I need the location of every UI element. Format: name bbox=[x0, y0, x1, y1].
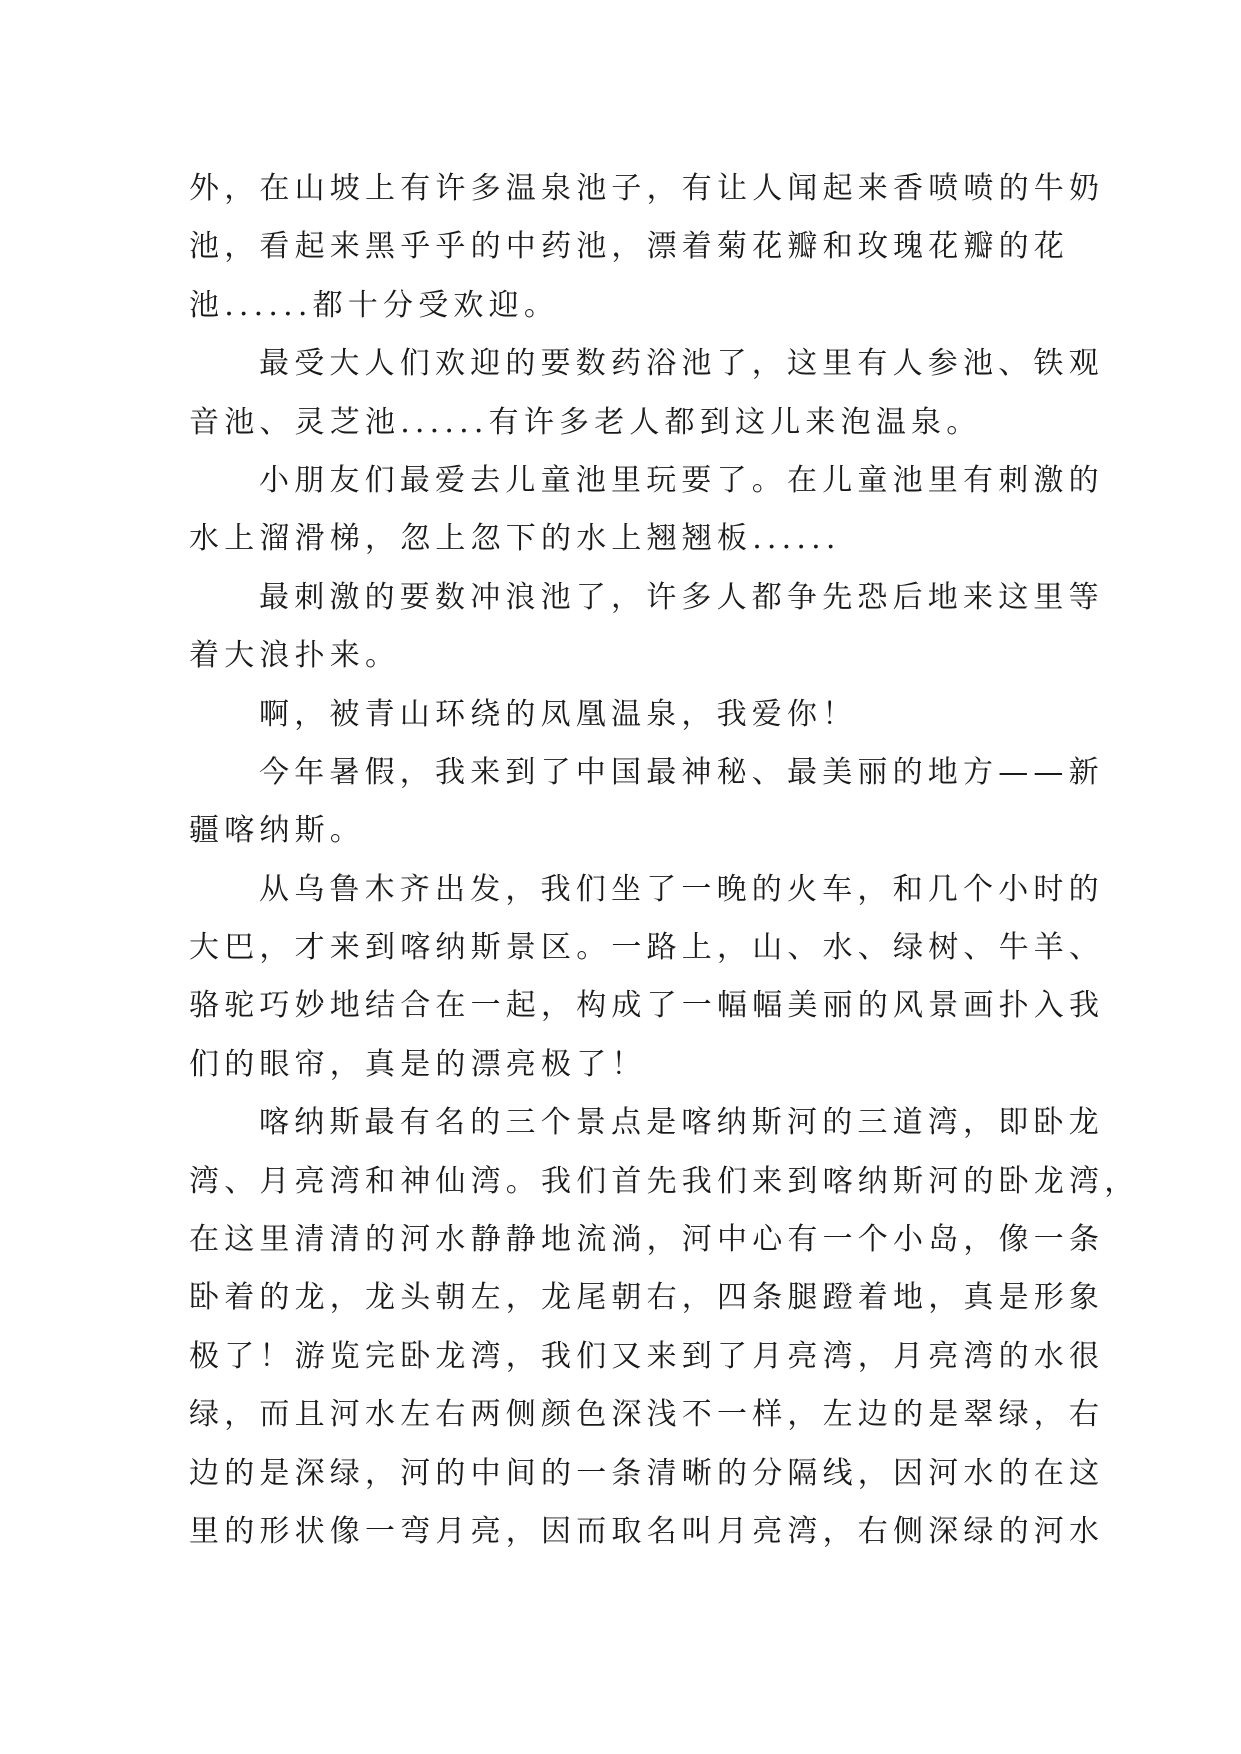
text-line: 湾、月亮湾和神仙湾。我们首先我们来到喀纳斯河的卧龙湾， bbox=[189, 1163, 1140, 1199]
text-line: 里的形状像一弯月亮，因而取名叫月亮湾，右侧深绿的河水 bbox=[189, 1513, 1105, 1549]
text-line: 外，在山坡上有许多温泉池子，有让人闻起来香喷喷的牛奶 bbox=[189, 171, 1105, 206]
paragraph-start-line: 喀纳斯最有名的三个景点是喀纳斯河的三道湾，即卧龙 bbox=[259, 1105, 1104, 1141]
text-line: 在这里清清的河水静静地流淌，河中心有一个小岛，像一条 bbox=[189, 1222, 1105, 1258]
paragraph-start-line: 小朋友们最爱去儿童池里玩要了。在儿童池里有刺激的 bbox=[259, 462, 1104, 498]
paragraph-start-line: 啊，被青山环绕的凤凰温泉，我爱你！ bbox=[259, 696, 858, 732]
text-line: 们的眼帘，真是的漂亮极了！ bbox=[189, 1046, 647, 1082]
text-line: 边的是深绿，河的中间的一条清晰的分隔线，因河水的在这 bbox=[189, 1455, 1105, 1491]
text-line: 骆驼巧妙地结合在一起，构成了一幅幅美丽的风景画扑入我 bbox=[189, 988, 1105, 1024]
paragraph-start-line: 从乌鲁木齐出发，我们坐了一晚的火车，和几个小时的 bbox=[259, 871, 1104, 907]
text-line: 音池、灵芝池......有许多老人都到这儿来泡温泉。 bbox=[189, 404, 982, 440]
text-line: 着大浪扑来。 bbox=[189, 638, 401, 674]
text-line: 大巴，才来到喀纳斯景区。一路上，山、水、绿树、牛羊、 bbox=[189, 930, 1105, 966]
paragraph-start-line: 最受大人们欢迎的要数药浴池了，这里有人参池、铁观 bbox=[259, 346, 1104, 382]
paragraph-start-line: 最刺激的要数冲浪池了，许多人都争先恐后地来这里等 bbox=[259, 579, 1104, 615]
text-line: 卧着的龙，龙头朝左，龙尾朝右，四条腿蹬着地，真是形象 bbox=[189, 1280, 1105, 1316]
text-line: 池......都十分受欢迎。 bbox=[189, 287, 560, 323]
body-text bbox=[189, 160, 1140, 1561]
text-line: 池，看起来黑乎乎的中药池，漂着菊花瓣和玫瑰花瓣的花 bbox=[189, 229, 1069, 265]
text-line: 水上溜滑梯，忽上忽下的水上翘翘板...... bbox=[189, 521, 841, 557]
text-line: 疆喀纳斯。 bbox=[189, 813, 365, 849]
text-line: 极了！游览完卧龙湾，我们又来到了月亮湾，月亮湾的水很 bbox=[189, 1338, 1105, 1374]
text-line: 绿，而且河水左右两侧颜色深浅不一样，左边的是翠绿，右 bbox=[189, 1397, 1105, 1433]
paragraph-start-line: 今年暑假，我来到了中国最神秘、最美丽的地方——新 bbox=[259, 754, 1104, 790]
